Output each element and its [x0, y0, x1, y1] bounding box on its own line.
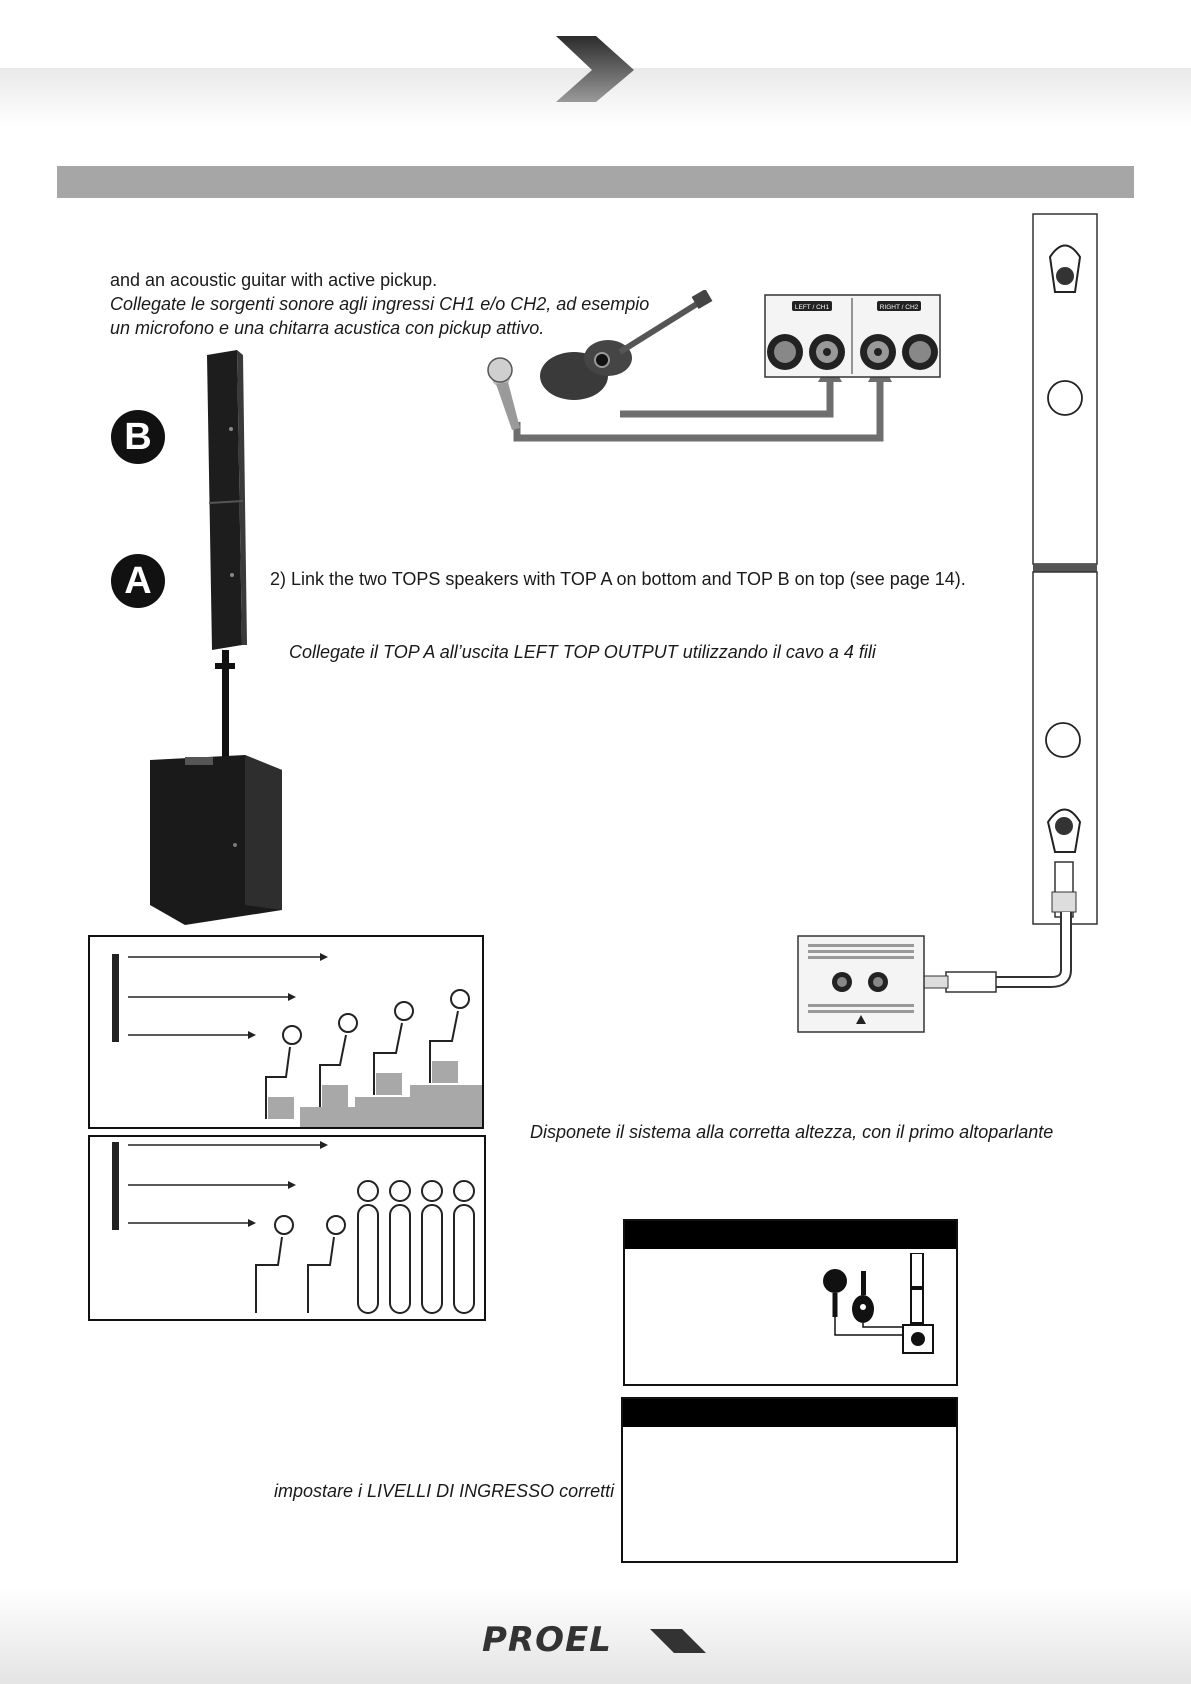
source-diagram-icon — [815, 1253, 955, 1373]
audience-standing-illustration — [88, 1135, 486, 1321]
text-en-link: 2) Link the two TOPS speakers with TOP A on bottom and TOP B on top (see page 14). — [270, 569, 966, 589]
badge-top-b: B — [111, 410, 165, 464]
info-box-sources-header — [625, 1221, 956, 1249]
text-it-sources-1: Collegate le sorgenti sonore agli ingressi CH1 e/o CH2, ad esempio — [110, 294, 650, 314]
text-en-guitar: and an acoustic guitar with active pickup. — [110, 270, 438, 290]
proel-logo-mark-icon — [650, 1625, 710, 1655]
panel-left-ch-label: LEFT / CH1 — [794, 304, 830, 311]
column-speaker-front-illustration — [1030, 212, 1102, 932]
info-box-levels — [621, 1397, 958, 1563]
column-speaker-system-illustration — [145, 345, 285, 925]
microphone-icon — [488, 358, 520, 430]
acoustic-guitar-icon — [540, 290, 712, 400]
section-title-bar — [57, 166, 1134, 198]
text-it-link: Collegate il TOP A all’uscita LEFT TOP OUTPUT utilizzando il cavo a 4 fili — [289, 642, 876, 662]
input-panel — [765, 295, 940, 377]
text-it-levels: impostare i LIVELLI DI INGRESSO corretti — [274, 1481, 615, 1501]
info-box-sources — [623, 1219, 958, 1386]
speakon-socket-icon — [1050, 246, 1080, 293]
info-box-levels-header — [623, 1399, 956, 1427]
panel-right-ch-label: RIGHT / CH2 — [879, 304, 919, 311]
speakon-socket-icon-lower — [1048, 810, 1080, 853]
sub-panel-connection-illustration — [796, 900, 1086, 1040]
text-it-height: Disponete il sistema alla corretta altezza, con il primo altoparlante — [530, 1122, 1054, 1142]
chevron-icon — [552, 34, 636, 104]
badge-top-a: A — [111, 554, 165, 608]
audience-raked-seating-illustration — [88, 935, 484, 1129]
text-it-sources-2: un microfono e una chitarra acustica con pickup attivo. — [110, 318, 545, 338]
input-connection-illustration — [480, 290, 950, 450]
proel-logo: PROEL — [482, 1620, 612, 1660]
